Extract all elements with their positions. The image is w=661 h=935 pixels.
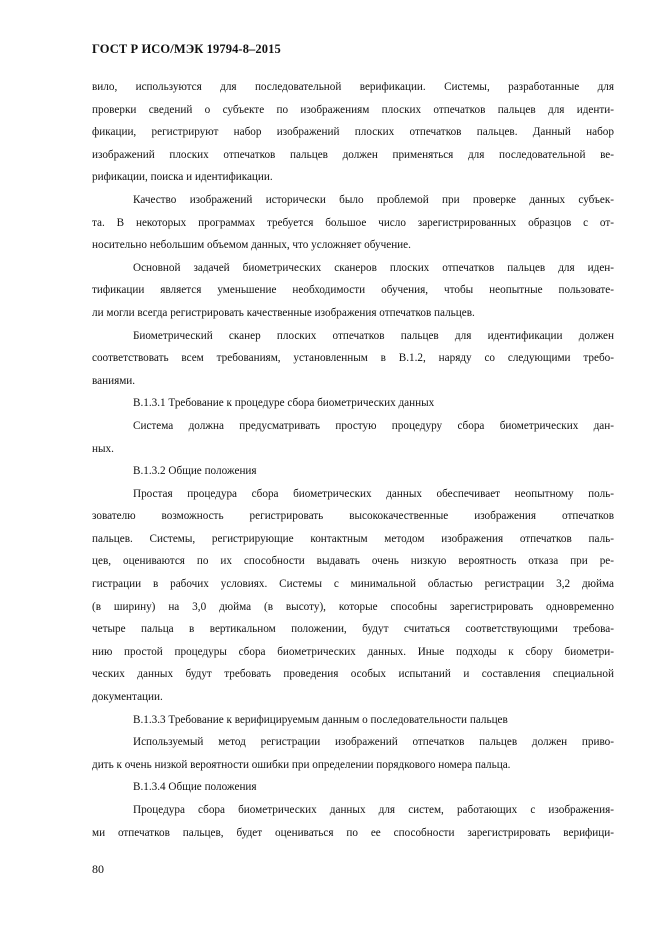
- page-number: 80: [92, 862, 104, 876]
- text-line: дить к очень низкой вероятности ошибки при определении порядкового номера пальца.: [92, 758, 511, 771]
- text-line: (в ширину) на 3,0 дюйма (в высоту), которые способны зарегистрировать одновременно: [92, 600, 614, 613]
- text-line: нию простой процедуры сбора биометрических данных. Иные подходы к сбору биометри-: [92, 645, 614, 658]
- text-line: вило, используются для последовательной верификации. Системы, разработанные для: [92, 81, 614, 93]
- text-line: Качество изображений исторически было проблемой при проверке данных субъек-: [133, 193, 614, 206]
- text-line: та. В некоторых программах требуется большое число зарегистрированных образцов с от-: [92, 216, 614, 229]
- text-line: ваниями.: [92, 374, 136, 387]
- text-line: цев, оцениваются по их способности выдавать очень низкую вероятность отказа при ре-: [92, 555, 614, 568]
- document-header: ГОСТ Р ИСО/МЭК 19794-8–2015: [92, 42, 281, 56]
- text-line: рификации, поиска и идентификации.: [92, 171, 273, 184]
- text-line: Используемый метод регистрации изображений отпечатков пальцев должен приво-: [133, 736, 614, 749]
- text-line: тификации является уменьшение необходимости обучения, чтобы неопытные пользовате-: [92, 284, 614, 297]
- text-line: четыре пальца в вертикальном положении, будут считаться соответствующими требова-: [92, 623, 614, 636]
- section-heading: В.1.3.1 Требование к процедуре сбора биометрических данных: [133, 397, 435, 410]
- text-line: документации.: [92, 691, 163, 704]
- text-line: Основной задачей биометрических сканеров плоских отпечатков пальцев для иден-: [133, 261, 614, 274]
- text-line: Биометрический сканер плоских отпечатков пальцев для идентификации должен: [133, 329, 614, 342]
- text-line: изображений плоских отпечатков пальцев должен применяться для последовательной ве-: [92, 148, 614, 161]
- text-line: пальцев. Системы, регистрирующие контактным методом изображения отпечатков паль-: [92, 532, 614, 545]
- text-line: ми отпечатков пальцев, будет оцениваться по ее способности зарегистрировать верифици-: [92, 826, 614, 839]
- text-line: ли могли всегда регистрировать качественные изображения отпечатков пальцев.: [92, 306, 475, 319]
- text-line: зователю возможность регистрировать высококачественные изображения отпечатков: [92, 510, 614, 523]
- text-line: фикации, регистрируют набор изображений плоских отпечатков пальцев. Данный набор: [92, 126, 614, 139]
- text-line: ных.: [92, 442, 114, 455]
- text-line: соответствовать всем требованиям, установленным в В.1.2, наряду со следующими требо-: [92, 352, 614, 365]
- section-heading: В.1.3.3 Требование к верифицируемым данным о последовательности пальцев: [133, 713, 508, 726]
- text-line: ческих данных будут требовать проведения особых испытаний и составления специальной: [92, 668, 614, 681]
- text-line: Процедура сбора биометрических данных для систем, работающих с изображения-: [133, 804, 614, 816]
- section-heading: В.1.3.2 Общие положения: [133, 465, 257, 478]
- text-line: Система должна предусматривать простую процедуру сбора биометрических дан-: [133, 419, 614, 432]
- text-line: гистрации в рабочих условиях. Системы с минимальной областью регистрации 3,2 дюйма: [92, 578, 614, 591]
- text-line: носительно небольшим объемом данных, что усложняет обучение.: [92, 239, 411, 252]
- text-line: проверки сведений о субъекте по изображениям плоских отпечатков пальцев для иденти-: [92, 103, 614, 116]
- section-heading: В.1.3.4 Общие положения: [133, 781, 257, 794]
- text-line: Простая процедура сбора биометрических данных обеспечивает неопытному поль-: [133, 487, 614, 500]
- body-text: [92, 76, 614, 844]
